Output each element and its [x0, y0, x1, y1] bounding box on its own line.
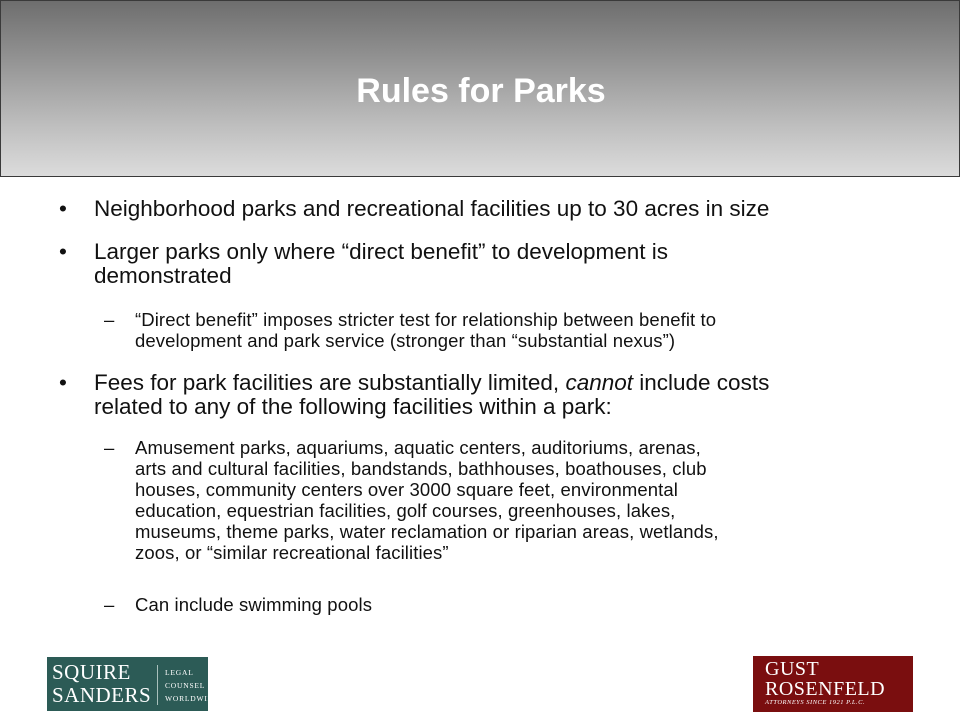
sub-bullet-text-line: “Direct benefit” imposes stricter test for relationship between benefit to — [135, 309, 717, 330]
logo-divider — [157, 665, 158, 705]
logo-name-line: SANDERS — [52, 683, 152, 707]
sub-bullet-item — [104, 594, 895, 615]
bullet-text-line: demonstrated — [94, 263, 232, 288]
bullet-item — [59, 196, 914, 221]
bullet-icon: • — [59, 239, 67, 264]
slide-title: Rules for Parks — [356, 72, 606, 110]
logo-tagline-line: COUNSEL — [165, 681, 206, 690]
sub-bullet-item — [104, 309, 895, 351]
bullet-text-line: related to any of the following facilities within a park: — [94, 394, 612, 419]
bullet-text-part: Fees for park facilities are substantially limited, — [94, 370, 566, 395]
logo-tagline-line: LEGAL — [165, 668, 194, 677]
sub-bullet-text-line: arts and cultural facilities, bandstands, bathhouses, boathouses, club — [135, 458, 707, 479]
bullet-item — [59, 370, 914, 419]
title-bar — [0, 0, 960, 177]
sub-bullet-item — [104, 437, 895, 563]
logo-name-line: SQUIRE — [52, 660, 131, 684]
dash-icon: – — [104, 309, 115, 330]
logo-wordmark — [52, 661, 152, 707]
bullet-text-part: include costs — [633, 370, 770, 395]
emphasis-text: cannot — [565, 370, 633, 395]
bullet-icon: • — [59, 370, 67, 395]
bullet-item — [59, 239, 914, 288]
sub-bullet-text-line: development and park service (stronger than “substantial nexus”) — [135, 330, 676, 351]
logo-tagline — [165, 666, 220, 705]
dash-icon: – — [104, 594, 115, 615]
bullet-text-line: Larger parks only where “direct benefit” to development is — [94, 239, 669, 264]
dash-icon: – — [104, 437, 115, 458]
sub-bullet-text-line: education, equestrian facilities, golf courses, greenhouses, lakes, — [135, 500, 676, 521]
logo-name-line: GUST — [765, 658, 820, 680]
logo-tagline-line: WORLDWIDE — [165, 694, 220, 703]
bullet-text-line — [94, 371, 914, 395]
sub-bullet-text-line: Amusement parks, aquariums, aquatic centers, auditoriums, arenas, — [135, 437, 701, 458]
logo-name-line: ROSENFELD — [765, 678, 886, 700]
bullet-icon: • — [59, 196, 67, 221]
sub-bullet-text-line: houses, community centers over 3000 square feet, environmental — [135, 479, 678, 500]
logo-wordmark — [765, 659, 905, 699]
logo-tagline: ATTORNEYS SINCE 1921 P.L.C. — [765, 699, 866, 706]
sub-bullet-text-line: museums, theme parks, water reclamation or riparian areas, wetlands, — [135, 521, 719, 542]
gust-rosenfeld-logo — [753, 656, 913, 712]
sub-bullet-text-line: zoos, or “similar recreational facilities” — [135, 542, 449, 563]
bullet-text: Neighborhood parks and recreational facilities up to 30 acres in size — [94, 196, 770, 221]
squire-sanders-logo — [47, 657, 220, 711]
sub-bullet-text: Can include swimming pools — [135, 594, 373, 615]
